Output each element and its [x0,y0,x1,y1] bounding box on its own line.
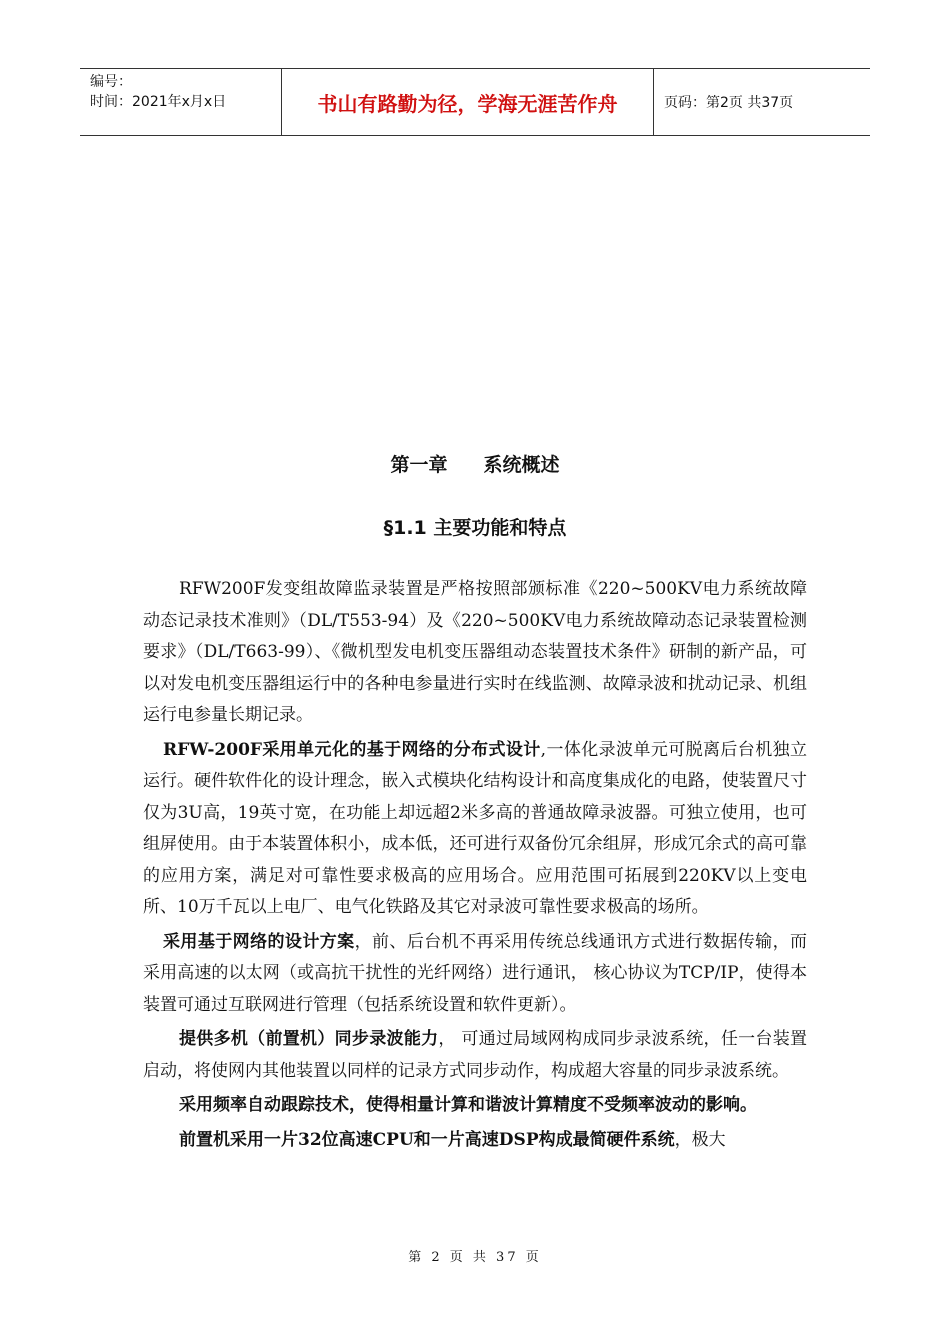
paragraph-4-bold: 提供多机（前置机）同步录波能力 [179,1029,439,1049]
paragraph-2-bold: RFW-200F采用单元化的基于网络的分布式设计 [163,739,541,760]
header-number-label: 编号： [90,74,132,90]
paragraph-6-bold: 前置机采用一片32位高速CPU和一片高速DSP构成最简硬件系统 [179,1129,675,1150]
paragraph-3 [143,927,807,1022]
paragraph-1: RFW200F发变组故障监录装置是严格按照部颁标准《220~500KV电力系统故障动态记录技术准则》（DL/T553-94）及《220~500KV电力系统故障动态记录装置检测要求》（DL/T663-99）、《微机型发电机变压器组动态装置技术条件》研制的新产品，可以对发电机变压器组运行中的各种电参量进行实时在线监测、故障录波和扰动记录、机组运行电参量长期记录。 [143,579,807,725]
paragraph-3-bold: 采用基于网络的设计方案 [163,931,355,952]
header-time-label: 时间：2021年x月x日 [90,94,227,110]
paragraph-4 [143,1024,807,1087]
header-page-info: 页码：第2页 共37页 [664,95,794,111]
section-title: §1.1 主要功能和特点 [383,517,567,539]
page-header [80,68,870,136]
paragraph-4-rest: ， 可通过局域网构成同步录波系统，任一台装置启动，将使网内其他装置以同样的记录方式同步动作，构成超大容量的同步录波系统。 [143,1029,808,1081]
chapter-name: 系统概述 [483,454,560,476]
paragraph-5: 采用频率自动跟踪技术，使得相量计算和谐波计算精度不受频率波动的影响。 [179,1095,757,1115]
page-footer: 第 2 页 共 37 页 [408,1250,542,1265]
paragraph-3-rest: ，前、后台机不再采用传统总线通讯方式进行数据传输，而采用高速的以太网（或高抗干扰性的光纤网络）进行通讯， 核心协议为TCP/IP，使得本装置可通过互联网进行管理（包括系统设置和软件更新）。 [143,931,808,1015]
paragraph-2 [143,735,807,924]
paragraph-6 [143,1125,807,1157]
paragraph-6-rest: ，极大 [674,1129,726,1150]
paragraph-2-rest: ,一体化录波单元可脱离后台机独立运行。硬件软件化的设计理念，嵌入式模块化结构设计和高度集成化的电路，使装置尺寸仅为3U高，19英寸宽，在功能上却远超2米多高的普通故障录波器。可独立使用，也可组屏使用。由于本装置体积小，成本低，还可进行双备份冗余组屏，形成冗余式的高可靠的应用方案，满足对可靠性要求极高的应用场合。应用范围可拓展到220KV以上变电所、10万千瓦以上电厂、电气化铁路及其它对录波可靠性要求极高的场所。 [143,739,807,917]
chapter-number: 第一章 [390,454,448,476]
body-text [143,574,807,1159]
chapter-title [0,450,950,477]
header-motto: 书山有路勤为径，学海无涯苦作舟 [282,69,654,135]
header-meta [80,69,282,135]
